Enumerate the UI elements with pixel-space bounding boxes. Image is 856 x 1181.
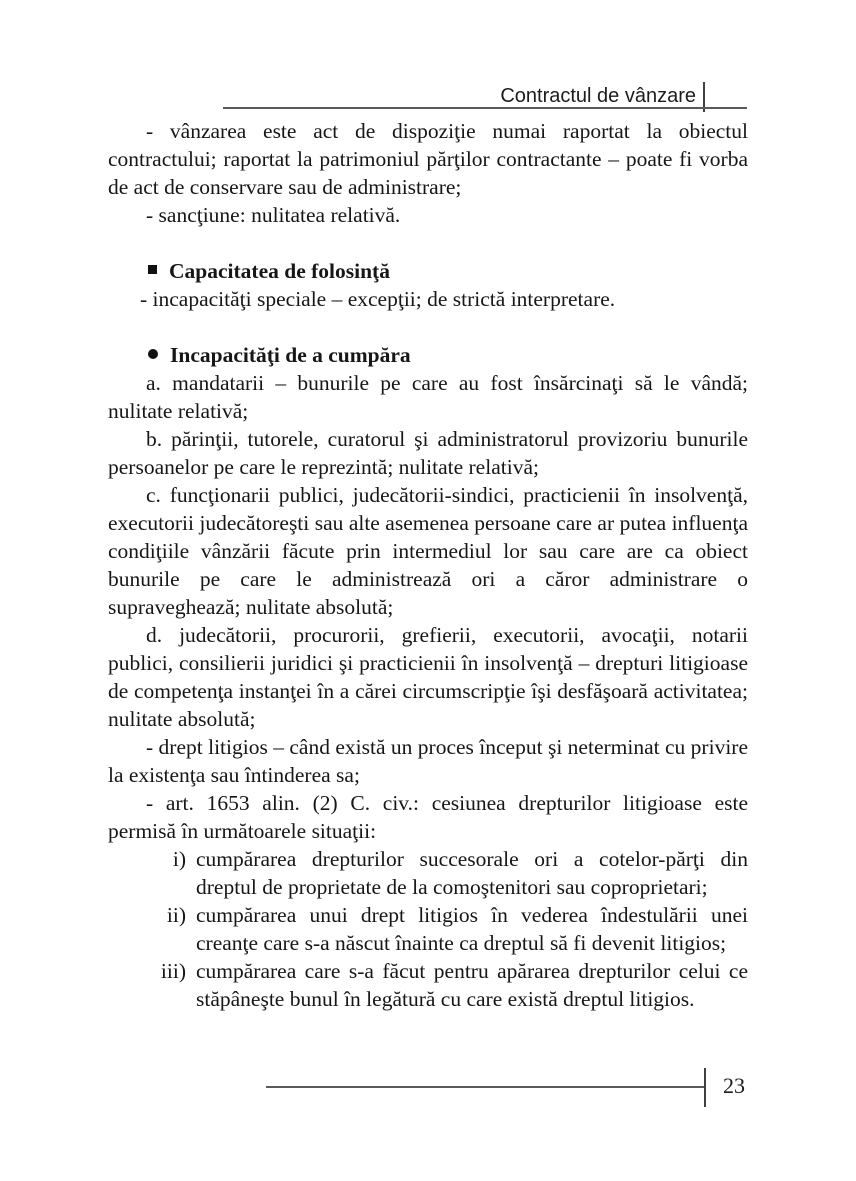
page-number: 23 xyxy=(723,1073,745,1098)
square-bullet-icon xyxy=(148,265,157,274)
list-marker: i) xyxy=(172,847,186,871)
section-heading-label: Capacitatea de folosinţă xyxy=(169,259,390,283)
list-item-text: cumpărarea drepturilor succesorale ori a cotelor-părţi din dreptul de proprietate de la comoştenitori sau coproprietari; xyxy=(196,847,748,899)
list-item xyxy=(108,901,748,957)
header-horizontal-rule xyxy=(223,107,747,109)
section-heading-capacitatea xyxy=(108,257,748,285)
paragraph-sanctiune: - sancţiune: nulitatea relativă. xyxy=(146,203,401,227)
section-heading-label: Incapacităţi de a cumpăra xyxy=(170,343,411,367)
footer-vertical-rule xyxy=(704,1068,706,1107)
footer-horizontal-rule xyxy=(266,1086,705,1088)
paragraph-item-a: a. mandatarii – bunurile pe care au fost însărcinaţi să le vândă; nulitate relativă; xyxy=(108,371,748,423)
list-item xyxy=(108,957,748,1013)
running-header-title: Contractul de vânzare xyxy=(500,85,696,107)
paragraph-item-b: b. părinţii, tutorele, curatorul şi administratorul provizoriu bunurile persoanelor pe care le reprezintă; nulitate relativă; xyxy=(108,427,748,479)
roman-numeral-list xyxy=(108,845,748,1013)
paragraph-incapacitati-speciale: - incapacităţi speciale – excepţii; de strictă interpretare. xyxy=(140,287,616,311)
paragraph-item-d: d. judecătorii, procurorii, grefierii, executorii, avocaţii, notarii publici, consilierii juridici şi practicienii în insolvenţă – drepturi litigioase de competenţa instanţei în a cărei circumscripţie îşi desfăşoară activitatea; nulitate absolută; xyxy=(108,623,748,731)
paragraph-item-c: c. funcţionarii publici, judecătorii-sindici, practicienii în insolvenţă, executorii judecătoreşti sau alte asemenea persoane care ar putea influenţa condiţiile vânzării făcute prin intermediul lor sau care are ca obiect bunurile pe care le administrează ori a căror administrare o supraveghează; nulitate absolută; xyxy=(108,483,748,619)
paragraph-drept-litigios: - drept litigios – când există un proces început şi neterminat cu privire la existenţa sau întinderea sa; xyxy=(108,735,748,787)
paragraph-vanzarea: - vânzarea este act de dispoziţie numai raportat la obiectul contractului; raportat la patrimoniul părţilor contractante – poate fi vorba de act de conservare sau de administrare; xyxy=(108,119,748,199)
list-marker: iii) xyxy=(160,959,186,983)
page-text-body xyxy=(108,117,748,1013)
list-item-text: cumpărarea care s-a făcut pentru apărarea drepturilor celui ce stăpâneşte bunul în legătură cu care există dreptul litigios. xyxy=(196,959,748,1011)
list-marker: ii) xyxy=(166,903,186,927)
paragraph-art-1653: - art. 1653 alin. (2) C. civ.: cesiunea drepturilor litigioase este permisă în următoarele situaţii: xyxy=(108,791,748,843)
list-item-text: cumpărarea unui drept litigios în vederea îndestulării unei creanţe care s-a născut înainte ca dreptul să fi devenit litigios; xyxy=(196,903,748,955)
circle-bullet-icon xyxy=(148,349,158,359)
section-heading-incapacitati xyxy=(108,341,748,369)
list-item xyxy=(108,845,748,901)
